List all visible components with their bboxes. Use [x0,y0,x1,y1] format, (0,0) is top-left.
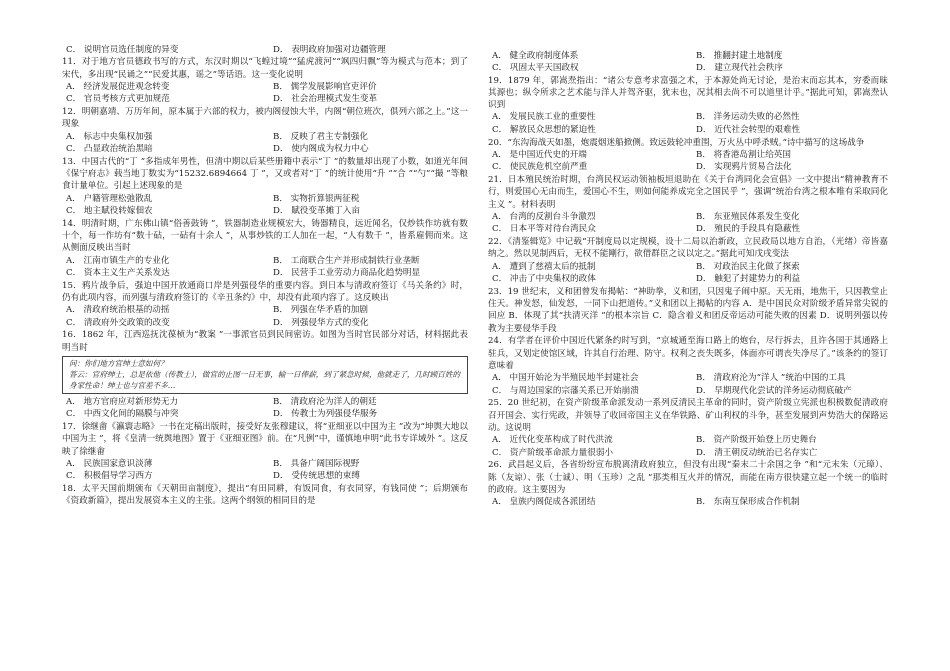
option: A． 清政府统治根基的动摇 [66,305,170,316]
question-stem: 23．19 世纪末，义和团曾发布揭帖：“神助拳，义和团，只因鬼子闹中原。天无雨，地焦干，只因教堂止住天。神发怒，仙发怒，一同下山把道传。”义和团以上揭帖的内容 A．是中国民众对阶级矛盾异常尖锐的回应 B．体现了其“扶清灭洋 ”的根本宗旨 C．隐含着义和团反帝运动可能失败的因素 D．说明列强以传教为主要侵华手段 [488,286,888,334]
question [62,329,468,420]
right-column [488,50,888,509]
answer-options [62,255,468,280]
question [488,75,888,136]
option: D． 殖民的手段具有隐蔽性 [696,224,801,235]
option: D． 建立现代社会秩序 [696,63,783,74]
option: B． 东南互保形成合作机制 [696,497,800,508]
option: A． 健全政府制度体系 [492,51,579,61]
dialogue-line: 问：你们地方官绅士意如何？ [69,358,168,368]
option: B． 清政府沦为“洋人 ”统治中国的工具 [696,373,846,384]
option: B． 推翻封建土地制度 [696,51,783,61]
question [62,218,468,279]
option: B． 具备广阔国际视野 [273,458,360,469]
left-column [62,44,468,508]
option: C． 地主賦役转嫁佃农 [66,205,153,216]
answer-options [488,111,888,136]
option: D． 社会治理模式发生变革 [273,94,378,105]
question [488,286,888,335]
option: A． 中国开始沦为半殖民地半封建社会 [492,373,639,384]
option: A． 近代化变革构成了时代洪流 [492,435,613,446]
option: B． 工商联合生产并形成制铁行业垄断 [273,255,420,266]
question [488,174,888,235]
option: A． 经济发展促进观念转变 [66,81,170,92]
question-stem: 25．20 世纪初，在资产阶级革命派发动一系列反清民主革命的同时，资产阶级立宪派也积极数促清政府召开国会、实行宪政，并领导了收回帝国主义在华铁路、矿山利权的斗争，甚至发展到声势浩大的保路运动。这说明 [488,398,888,433]
question [62,280,468,329]
question [62,106,468,155]
question-stem: 19．1879 年，郭嵩焘指出：“诸公专意考求富强之术，于本源处尚无讨论，是治末而忘其本，穷委而昧其源也；纵令所求之艺术能与洋人并驾齐驱，犹末也，况其相去尚不可以道里计乎。”据此可知，郭嵩焘认识到 [488,75,888,111]
question-stem: 22．《清鉴辑览》中记载“开制度局以定规模，设十二局以治新政，立民政局以地方自治，（光绪）帝皆嘉纳之。然以见制西后，无权不能剛行，欲借群臣之议以定之。”据此可知戊戌变法 [488,236,888,260]
option: A． 皇族内阁促成各派团结 [492,497,596,508]
question-stem: 13．中国古代的“丁 ”多指成年男性，但清中期以后某些册籍中表示“丁 ”的数量却出现了小数，如道光年间《保宁府志》载当地丁数实为“15232.6894664 丁 ”，又或者对“丁 ”的统计使用“升 ”“合 ”“勺”“撮 ”等粮食计量单位。引起上述现象的是 [62,156,468,192]
option: C． 解放民众思想的紧迫性 [492,124,596,135]
option: A． 是中国近代史的开端 [492,149,587,160]
option: A． 地方官府应对新形势无力 [66,396,179,407]
option: A． 台湾的反割台斗争激烈 [492,211,596,222]
option: D． 早期现代化尝试的洋务运动彻底破产 [696,385,852,396]
answer-options [62,81,468,106]
dialogue-line: 答云：官府绅士，总是依他（传教士），做官的止图一日无事，输一日俸薪，到了紧急时候，他就走了，几时顾百姓的身家性命！绅士也与官差不多… [69,369,461,390]
option: C． 说明官员选任制度的异变 [66,45,179,55]
option: B． 列强在华矛盾的加剧 [273,305,368,316]
option: C． 清政府外交政策的改变 [66,317,170,328]
question-stem: 15．鸦片战争后，强迫中国开放通商口岸是列强侵华的重要内容。到日本与清政府签订《马关条约》时，仍有此项内容，而列强与清政府签订的《辛丑条约》中，却没有此项内容了。这反映出 [62,280,468,303]
question-stem: 20．“东沟海战天如墨，炮震烟迷船掀侧。致远鼓轮冲重围，万火丛中呼杀贼。”诗中描写的这场战争 [488,137,865,148]
question-stem: 17．徐继畬《瀛寰志略》一书在定稿出版时，接受好友张穆建议，将“亚细亚以中国为主 ”改为“坤舆大地以中国为主 ”，将《皇清一统舆地图》置于《亚细亚图》前。在“凡例”中，谨慎地申明“此书专详域外 ”。这反映了徐继畬 [62,422,468,457]
option: B． 儒学发展影响官吏评价 [273,81,377,92]
option: D． 民营手工业劳动力商品化趋势明显 [273,267,421,278]
option: C． 冲击了中央集权的政体 [492,273,596,284]
question [488,459,888,508]
option: A． 遭到了慈禧太后的抵制 [492,261,596,272]
dialogue-box [62,356,468,394]
option: C． 凸显政治统治黑暗 [66,143,153,154]
option: D． 实现鸦片贸易合法化 [696,162,792,173]
option: D． 清王朝反动统治已名存实亡 [696,447,818,458]
option: D． 賦役变革摊丁入亩 [273,205,360,216]
answer-options [488,496,888,508]
option: B． 对政治民主化做了探索 [696,261,800,272]
answer-options [488,434,888,459]
option: B． 实物折算银两征税 [273,193,360,204]
question-stem: 11．对于地方官员德政书写的方式，东汉时期以“飞蝗过境”“猛虎渡河”“飒四归飘”等为模式与范本；到了宋代，多出现“民诵之”“民爱其惠，谣之”等话语。这一变化说明 [62,57,468,80]
option: C． 与周边国家的宗藩关系已开始崩溃 [492,385,639,396]
question [488,335,888,396]
question-stem: 26．武昌起义后，各省纷纷宣布脱离清政府独立，但没有出现“秦末二十余国之争 ”和“元末朱（元璋）、陈（友谅）、张（士诚）、明（玉珍）之乱 ”那类相互火并的情况，而能在南方很快建立起一个统一的临时的政府。这主要因为 [488,460,888,495]
answer-options [62,193,468,218]
question [488,397,888,458]
option: A． 发展民族工业的重要性 [492,112,596,123]
answer-options [62,131,468,156]
option: A． 民族国家意识淡薄 [66,458,153,469]
option: A． 标志中央集权加强 [66,131,153,142]
question-stem: 16．1862 年，江西巡抚沈葆桢为“教案 ”一事派官员到民间密访。如图为当时官民部分对话，材料据此表明当时 [62,330,468,353]
question [488,236,888,285]
option: C． 官员考核方式更加规范 [66,94,170,105]
option: D． 受传统思想的束缚 [273,471,360,482]
answer-options [488,261,888,286]
answer-options [62,458,468,483]
option: B． 清政府沦为洋人的朝廷 [273,396,377,407]
option: A． 江南市镇生产的专业化 [66,255,170,266]
option: D． 使内阁成为权力中心 [273,143,369,154]
option: B． 资产阶级开始登上历史舞台 [696,435,817,446]
question-stem: 18．太平天国前期颁布《天朝田亩制度》，提出“有田同耕，有饭同食，有衣同穿，有钱同使 ”；后期颁布《资政新篇》，提出发展资本主义的主张。这两个纲领的相同目的是 [62,484,468,507]
option: D． 传教士为列强侵华服务 [273,409,378,420]
option: C． 中西文化间的隔膜与冲突 [66,409,179,420]
question [488,137,888,174]
option: A． 户籍管理松弛散乱 [66,193,153,204]
option: D． 触犯了封建势力的利益 [696,273,801,284]
answer-options [62,396,468,421]
answer-options [62,304,468,329]
option: C． 积极倡导学习西方 [66,471,153,482]
option: C． 使民族危机空前严重 [492,162,588,173]
option: C． 巩固太平天国政权 [492,63,579,74]
top-options [62,44,468,56]
option: C． 资本主义生产关系发达 [66,267,170,278]
option: B． 将香港岛割让给英国 [696,149,791,160]
question [62,421,468,482]
option: D． 列强侵华方式的变化 [273,317,369,328]
top-options [488,50,888,75]
question [62,56,468,105]
answer-options [488,149,888,174]
answer-options [488,211,888,236]
question-stem: 24．有学者在评价中国近代紧条约时写到，“京城通至海口路上的炮台，尽行拆去，且许各国于其通路上驻兵，又划定使馆区域，许其自行治理、防守。权利之丧失既多，体面亦可谓丧失净尽了。”该条约的签订意味着 [488,336,888,371]
question [62,483,468,508]
option: B． 洋务运动失败的必然性 [696,112,800,123]
option: B． 东亚殖民体系发生变化 [696,211,800,222]
option: B． 反映了君主专制强化 [273,131,368,142]
answer-options [488,372,888,397]
option: D． 表明政府加强对边疆管理 [273,45,386,55]
question-stem: 12．明朝嘉靖、万历年间，原本属于六部的权力，被内阁侵蚀大半，内阁“朝位班次，俱列六部之上。”这一现象 [62,106,468,130]
option: D． 近代社会转型的艰难性 [696,124,801,135]
question-stem: 14．明清时期，广东佛山镇“俗善鼓铸 ”，铁器制造业规模宏大，铸器精良，远近闻名，仅炒铁作坊就有数十个，每一作坊有“数十砧，一砧有十余人 ”，从事炒铁的工人加在一起，“人有数千 ”，皆系雇佣而来。这从侧面反映出当时 [62,218,468,254]
option: C． 资产阶级革命派力量很弱小 [492,447,614,458]
option: C． 日本平等对待台湾民众 [492,224,596,235]
question [62,156,468,217]
question-stem: 21．日本殖民统治时期，台湾民权运动领袖板垣退助在《关于台湾同化会宣倡》一文中提出“精神教育不行，则爱国心无由而生，爱国心不生，则如何能养成完全之国民乎 ”，强调“统治台湾之根本唯有采取同化主义 ”。材料表明 [488,174,888,210]
